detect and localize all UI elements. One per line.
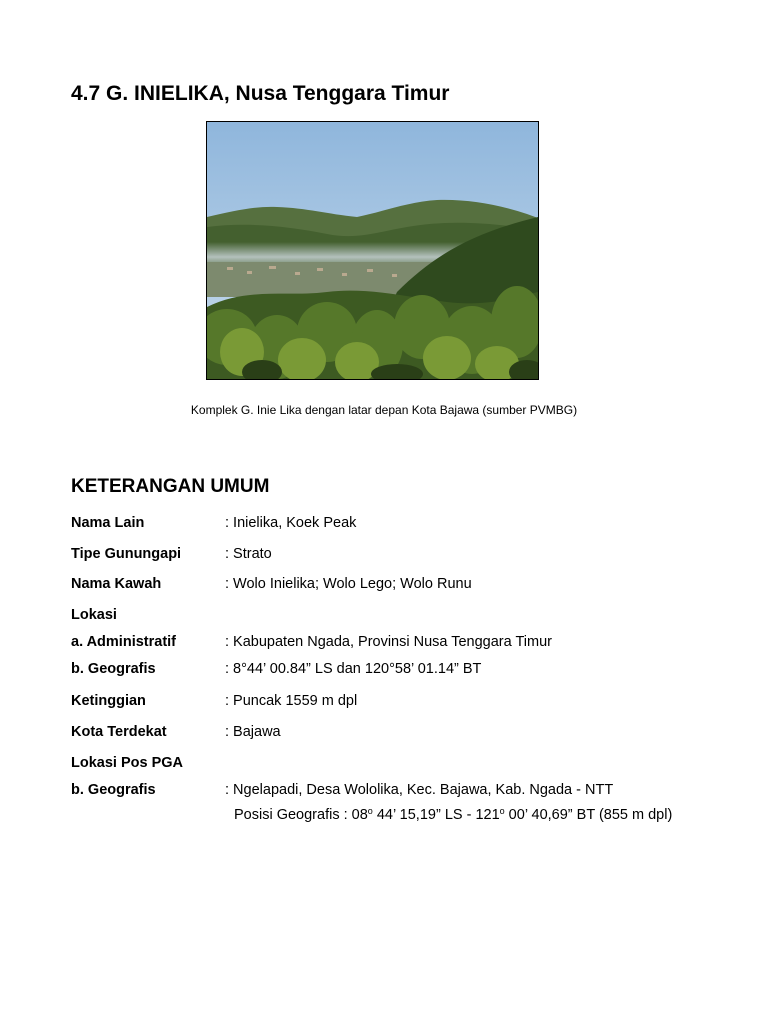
page-title: 4.7 G. INIELIKA, Nusa Tenggara Timur — [71, 82, 450, 105]
degree-mark: o — [367, 806, 373, 816]
row-label: a. Administratif — [71, 634, 177, 650]
row-value: : Puncak 1559 m dpl — [225, 693, 358, 709]
row-label: Tipe Gunungapi — [71, 546, 182, 562]
figure-caption: Komplek G. Inie Lika dengan latar depan Kota Bajawa (sumber PVMBG) — [190, 403, 578, 417]
pga-position-suffix: 00’ 40,69” BT (855 m dpl) — [504, 807, 673, 823]
volcano-photo — [206, 121, 539, 380]
pga-position — [234, 807, 672, 823]
row-value: : Ngelapadi, Desa Wololika, Kec. Bajawa, Kab. Ngada - NTT — [225, 782, 614, 798]
row-value: : Inielika, Koek Peak — [225, 515, 357, 531]
pga-position-mid: 44’ 15,19” LS - 121 — [372, 807, 500, 823]
row-label: Lokasi Pos PGA — [71, 755, 184, 771]
row-label: Ketinggian — [71, 693, 146, 709]
row-value: : 8°44’ 00.84” LS dan 120°58’ 01.14” BT — [225, 661, 482, 677]
row-label: Lokasi — [71, 607, 117, 623]
row-label: Nama Lain — [71, 515, 145, 531]
row-value: : Strato — [225, 546, 272, 562]
section-heading: KETERANGAN UMUM — [71, 476, 270, 497]
pga-position-prefix: Posisi Geografis : 08 — [234, 807, 368, 823]
landscape-illustration — [207, 122, 538, 379]
row-label: b. Geografis — [71, 782, 156, 798]
row-label: b. Geografis — [71, 661, 156, 677]
row-value: : Bajawa — [225, 724, 281, 740]
degree-mark: o — [499, 806, 505, 816]
row-label: Nama Kawah — [71, 576, 162, 592]
row-label: Kota Terdekat — [71, 724, 167, 740]
row-value: : Wolo Inielika; Wolo Lego; Wolo Runu — [225, 576, 472, 592]
row-value: : Kabupaten Ngada, Provinsi Nusa Tenggara Timur — [225, 634, 552, 650]
